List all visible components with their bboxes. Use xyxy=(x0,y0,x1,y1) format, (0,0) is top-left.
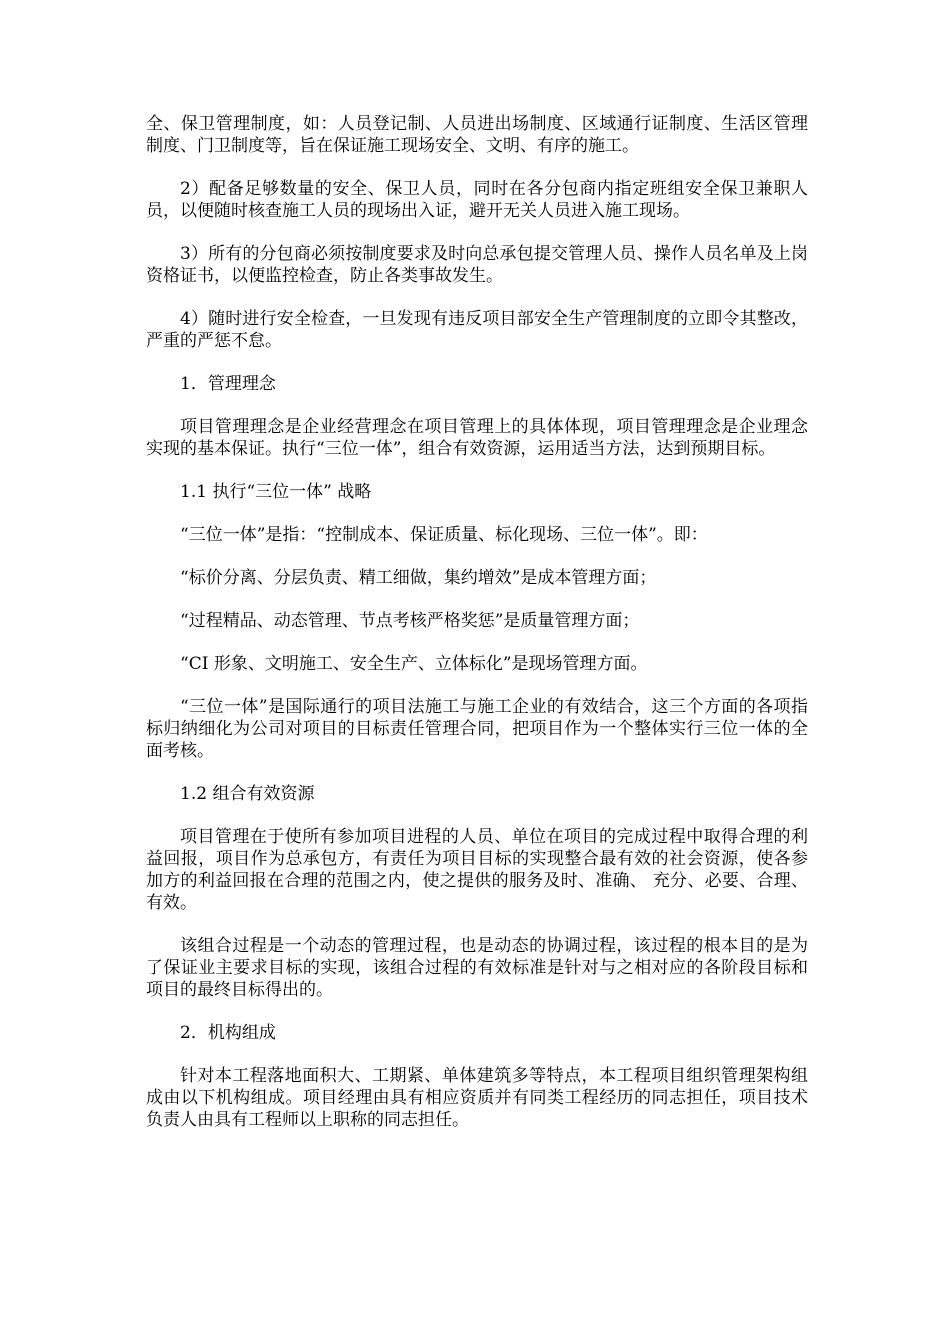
paragraph-organization: 针对本工程落地面积大、工期紧、单体建筑多等特点，本工程项目组织管理架构组成由以下机构组成。项目经理由具有相应资质并有同类工程经历的同志担任，项目技术负责人由具有工程师以上职称的同志担任。 xyxy=(146,1066,808,1130)
paragraph-management-concept: 项目管理理念是企业经营理念在项目管理上的具体体现，项目管理理念是企业理念实现的基本保证。执行“三位一体”，组合有效资源，运用适当方法，达到预期目标。 xyxy=(146,417,808,459)
paragraph-cost-management: “标价分离、分层负责、精工细做，集约增效”是成本管理方面； xyxy=(180,568,657,588)
paragraph-item-3: 3）所有的分包商必须按制度要求及时向总承包提交管理人员、操作人员名单及上岗资格证书，以便监控检查，防止各类事故发生。 xyxy=(146,244,808,286)
subsection-heading-1-2: 1.2 组合有效资源 xyxy=(180,784,315,804)
paragraph-site-management: “CI 形象、文明施工、安全生产、立体标化”是现场管理方面。 xyxy=(180,654,648,674)
paragraph-resource-combination: 项目管理在于使所有参加项目进程的人员、单位在项目的完成过程中取得合理的利益回报，项目作为总承包方，有责任为项目目标的实现整合最有效的社会资源，使各参加方的利益回报在合理的范围之内，使之提供的服务及时、准确、 充分、必要、合理、有效。 xyxy=(146,827,808,913)
section-heading-organization: 2．机构组成 xyxy=(180,1023,276,1043)
paragraph-three-in-one-summary: “三位一体”是国际通行的项目法施工与施工企业的有效结合，这三个方面的各项指标归纳细化为公司对项目的目标责任管理合同，把项目作为一个整体实行三位一体的全面考核。 xyxy=(146,697,808,761)
section-heading-management-concept: 1．管理理念 xyxy=(180,374,276,394)
paragraph-three-in-one-definition: “三位一体”是指：“控制成本、保证质量、标化现场、三位一体”。即： xyxy=(180,525,708,545)
paragraph-item-4: 4）随时进行安全检查，一旦发现有违反项目部安全生产管理制度的立即令其整改，严重的严惩不怠。 xyxy=(146,309,808,351)
paragraph-combination-process: 该组合过程是一个动态的管理过程，也是动态的协调过程，该过程的根本目的是为了保证业主要求目标的实现，该组合过程的有效标准是针对与之相对应的各阶段目标和项目的最终目标得出的。 xyxy=(146,936,808,1000)
subsection-heading-1-1: 1.1 执行“三位一体” 战略 xyxy=(180,482,372,502)
paragraph-quality-management: “过程精品、动态管理、节点考核严格奖惩”是质量管理方面； xyxy=(180,611,640,631)
paragraph-continuation: 全、保卫管理制度，如：人员登记制、人员进出场制度、区域通行证制度、生活区管理制度、门卫制度等，旨在保证施工现场安全、文明、有序的施工。 xyxy=(146,114,808,156)
document-page xyxy=(146,113,808,1152)
paragraph-item-2: 2）配备足够数量的安全、保卫人员，同时在各分包商内指定班组安全保卫兼职人员，以便随时核查施工人员的现场出入证，避开无关人员进入施工现场。 xyxy=(146,179,808,221)
